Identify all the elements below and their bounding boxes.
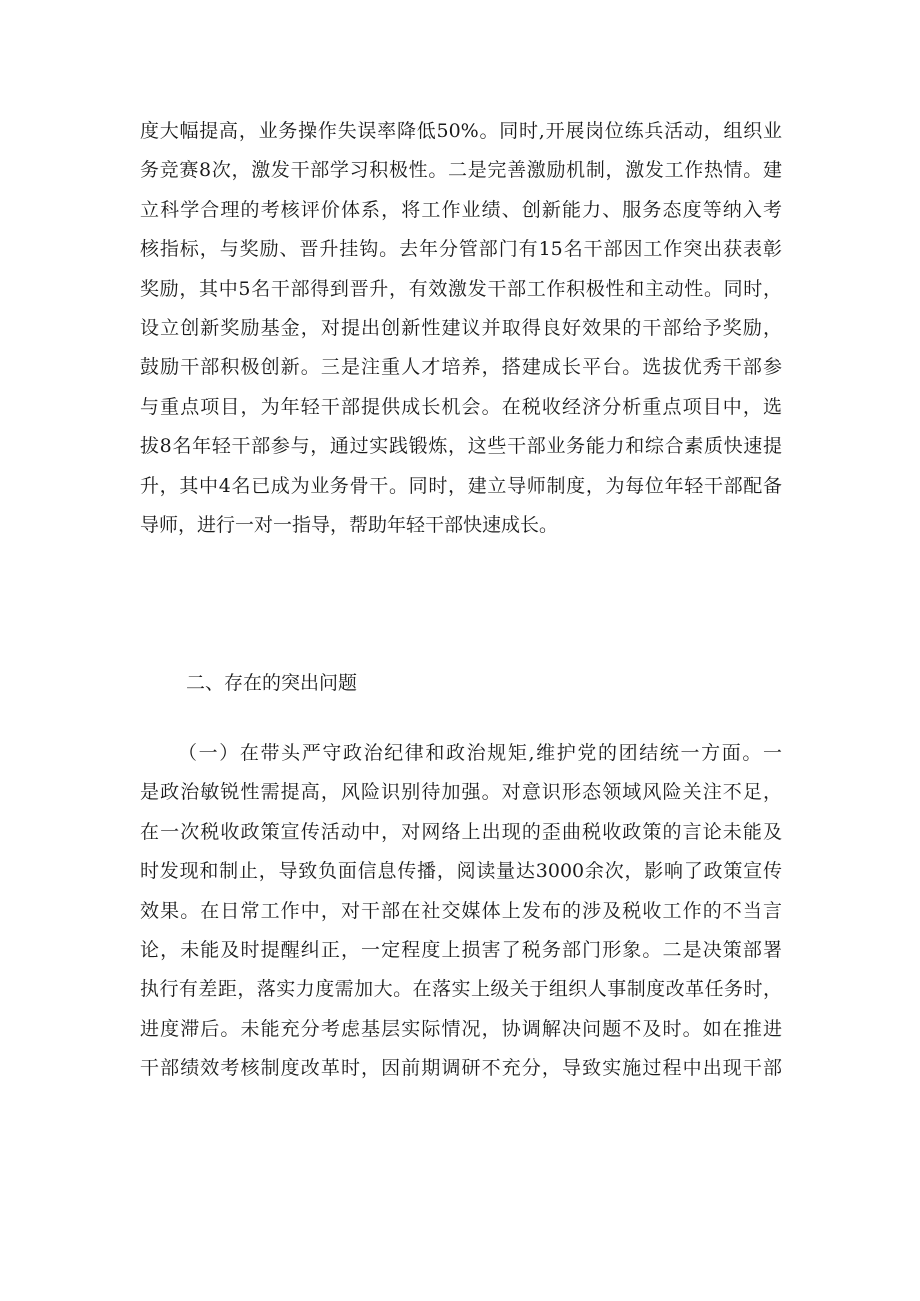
text-line: 进度滞后。未能充分考虑基层实际情况，协调解决问题不及时。如在推进 bbox=[140, 1017, 782, 1040]
text-line: 奖励，其中5名干部得到晋升，有效激发干部工作积极性和主动性。同时， bbox=[140, 277, 782, 300]
text-line: 是政治敏锐性需提高，风险识别待加强。对意识形态领域风险关注不足， bbox=[140, 781, 782, 804]
text-line: 设立创新奖励基金，对提出创新性建议并取得良好效果的干部给予奖励， bbox=[140, 316, 782, 339]
text-line: 效果。在日常工作中，对干部在社交媒体上发布的涉及税收工作的不当言 bbox=[140, 899, 782, 922]
text-line: 立科学合理的考核评价体系，将工作业绩、创新能力、服务态度等纳入考 bbox=[140, 198, 782, 221]
text-line: 升，其中4名已成为业务骨干。同时，建立导师制度，为每位年轻干部配备 bbox=[140, 474, 782, 497]
section-heading: 二、存在的突出问题 bbox=[186, 672, 358, 694]
text-line: （一）在带头严守政治纪律和政治规矩,维护党的团结统一方面。一 bbox=[178, 742, 782, 764]
text-line: 干部绩效考核制度改革时，因前期调研不充分，导致实施过程中出现干部 bbox=[140, 1057, 782, 1080]
paragraph-continuation bbox=[140, 112, 782, 545]
text-line: 执行有差距，落实力度需加大。在落实上级关于组织人事制度改革任务时， bbox=[140, 978, 782, 1001]
subsection-paragraph bbox=[140, 734, 782, 1089]
text-line: 务竞赛8次，激发干部学习积极性。二是完善激励机制，激发工作热情。建 bbox=[140, 159, 782, 182]
text-line: 度大幅提高，业务操作失误率降低50%。同时,开展岗位练兵活动，组织业 bbox=[140, 120, 782, 142]
text-line: 拔8名年轻干部参与，通过实践锻炼，这些干部业务能力和综合素质快速提 bbox=[140, 435, 782, 458]
text-line: 导师，进行一对一指导，帮助年轻干部快速成长。 bbox=[140, 513, 559, 536]
text-line: 鼓励干部积极创新。三是注重人才培养，搭建成长平台。选拔优秀干部参 bbox=[140, 356, 782, 379]
text-line: 与重点项目，为年轻干部提供成长机会。在税收经济分析重点项目中，选 bbox=[140, 395, 782, 418]
text-line: 论，未能及时提醒纠正，一定程度上损害了税务部门形象。二是决策部署 bbox=[140, 938, 782, 961]
text-line: 时发现和制止，导致负面信息传播，阅读量达3000余次，影响了政策宣传 bbox=[140, 860, 782, 883]
text-line: 核指标，与奖励、晋升挂钩。去年分管部门有15名干部因工作突出获表彰 bbox=[140, 238, 782, 261]
text-line: 在一次税收政策宣传活动中，对网络上出现的歪曲税收政策的言论未能及 bbox=[140, 820, 782, 843]
